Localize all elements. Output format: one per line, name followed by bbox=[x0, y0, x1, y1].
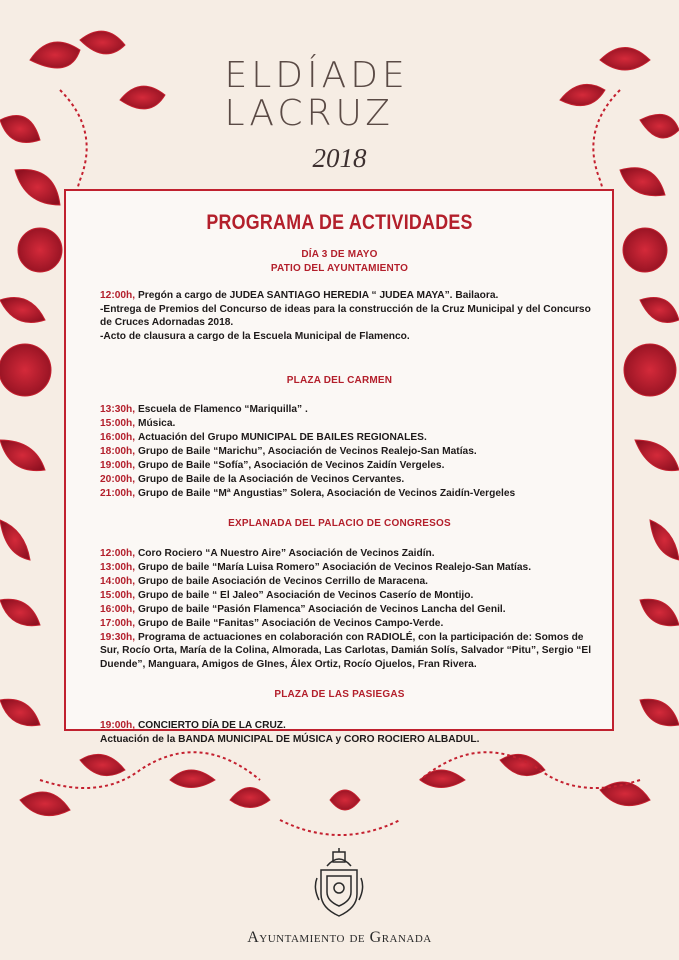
entry-time: 15:00h, bbox=[100, 418, 136, 429]
entry-text: -Entrega de Premios del Concurso de ideas para la construcción de la Cruz Municipal y del Concurso de Cruces Adornadas 2018. bbox=[100, 304, 591, 329]
entry-time: 16:00h, bbox=[100, 432, 136, 443]
entry-text: Coro Rociero “A Nuestro Aire” Asociación de Vecinos Zaidín. bbox=[137, 548, 435, 559]
entry-time: 16:00h, bbox=[100, 604, 136, 615]
entry-text: Grupo de Baile “Sofía”, Asociación de Vecinos Zaidín Vergeles. bbox=[137, 460, 445, 471]
entry-text: Grupo de baile Asociación de Vecinos Cerrillo de Maracena. bbox=[137, 576, 429, 587]
entry-time: 14:00h, bbox=[100, 576, 136, 587]
entry-time: 19:00h, bbox=[100, 720, 136, 731]
list-item bbox=[100, 617, 600, 630]
entry-text: Programa de actuaciones en colaboración con RADIOLÉ, con la participación de: Somos de Sur, Rocío Orta, María de la Colina, Almorada, Las Carlotas, Damián Solís, Salvador “Pitu”, Sergio “El Duende”, Manguara, Amigos de GInes, Álex Ortiz, Rocío Ojuelos, Fran Rivera. bbox=[100, 632, 592, 670]
entry-time: 19:00h, bbox=[100, 460, 136, 471]
entry-time: 18:00h, bbox=[100, 446, 136, 457]
organization-name: Ayuntamiento de Granada bbox=[247, 929, 432, 946]
event-year: 2018 bbox=[312, 143, 367, 173]
entry-time: 19:30h, bbox=[100, 632, 136, 643]
list-item bbox=[100, 445, 600, 458]
list-item bbox=[100, 303, 605, 330]
section-heading: EXPLANADA DEL PALACIO DE CONGRESOS bbox=[228, 518, 451, 529]
entry-time: 17:00h, bbox=[100, 618, 136, 629]
entry-text: Música. bbox=[137, 418, 176, 429]
entry-time: 13:00h, bbox=[100, 562, 136, 573]
program-title: PROGRAMA DE ACTIVIDADES bbox=[206, 211, 473, 234]
list-item bbox=[100, 575, 600, 588]
list-item bbox=[100, 473, 600, 486]
entry-text: Grupo de baile “ El Jaleo” Asociación de Vecinos Caserío de Montijo. bbox=[137, 590, 474, 601]
list-item bbox=[100, 547, 600, 560]
entry-text: Grupo de Baile “Mª Angustias” Solera, Asociación de Vecinos Zaidín-Vergeles bbox=[137, 488, 516, 499]
list-item bbox=[100, 733, 600, 746]
list-item bbox=[100, 487, 600, 500]
logo-line-1: ELDÍADE bbox=[224, 55, 409, 96]
list-item bbox=[100, 589, 600, 602]
entry-time: 13:30h, bbox=[100, 404, 136, 415]
entry-text: Actuación de la BANDA MUNICIPAL DE MÚSICA y CORO ROCIERO ALBADUL. bbox=[100, 734, 480, 745]
entry-text: Grupo de Baile “Marichu”, Asociación de Vecinos Realejo-San Matías. bbox=[137, 446, 477, 457]
entry-text: Actuación del Grupo MUNICIPAL DE BAILES REGIONALES. bbox=[137, 432, 427, 443]
entry-time: 20:00h, bbox=[100, 474, 136, 485]
list-item bbox=[100, 417, 600, 430]
list-item bbox=[100, 603, 600, 616]
program-date: DÍA 3 DE MAYO bbox=[301, 249, 378, 260]
list-item bbox=[100, 403, 600, 416]
list-item bbox=[100, 631, 605, 671]
entry-time: 21:00h, bbox=[100, 488, 136, 499]
section-heading: PLAZA DE LAS PASIEGAS bbox=[274, 689, 405, 700]
list-item bbox=[100, 431, 600, 444]
entry-text: Grupo de Baile “Fanitas” Asociación de Vecinos Campo-Verde. bbox=[137, 618, 444, 629]
entry-time: 12:00h, bbox=[100, 548, 136, 559]
entry-text: CONCIERTO DÍA DE LA CRUZ. bbox=[137, 720, 286, 731]
entry-time: 12:00h, bbox=[100, 290, 136, 301]
entry-text: Grupo de baile “Pasión Flamenca” Asociación de Vecinos Lancha del Genil. bbox=[137, 604, 506, 615]
entry-text: -Acto de clausura a cargo de la Escuela Municipal de Flamenco. bbox=[100, 331, 410, 342]
entry-text: Grupo de Baile de la Asociación de Vecinos Cervantes. bbox=[137, 474, 405, 485]
logo-line-2: LACRUZ bbox=[224, 93, 394, 134]
event-logo bbox=[0, 55, 679, 140]
entry-text: Escuela de Flamenco “Mariquilla” . bbox=[137, 404, 308, 415]
list-item bbox=[100, 289, 600, 302]
coat-of-arms-icon bbox=[313, 848, 365, 920]
list-item bbox=[100, 719, 600, 732]
list-item bbox=[100, 459, 600, 472]
entry-text: Pregón a cargo de JUDEA SANTIAGO HEREDIA “ JUDEA MAYA”. Bailaora. bbox=[137, 290, 499, 301]
entry-time: 15:00h, bbox=[100, 590, 136, 601]
list-item bbox=[100, 330, 600, 343]
section-heading: PLAZA DEL CARMEN bbox=[286, 375, 393, 386]
section-heading: PATIO DEL AYUNTAMIENTO bbox=[270, 263, 409, 274]
entry-text: Grupo de baile “María Luisa Romero” Asociación de Vecinos Realejo-San Matías. bbox=[137, 562, 532, 573]
list-item bbox=[100, 561, 600, 574]
